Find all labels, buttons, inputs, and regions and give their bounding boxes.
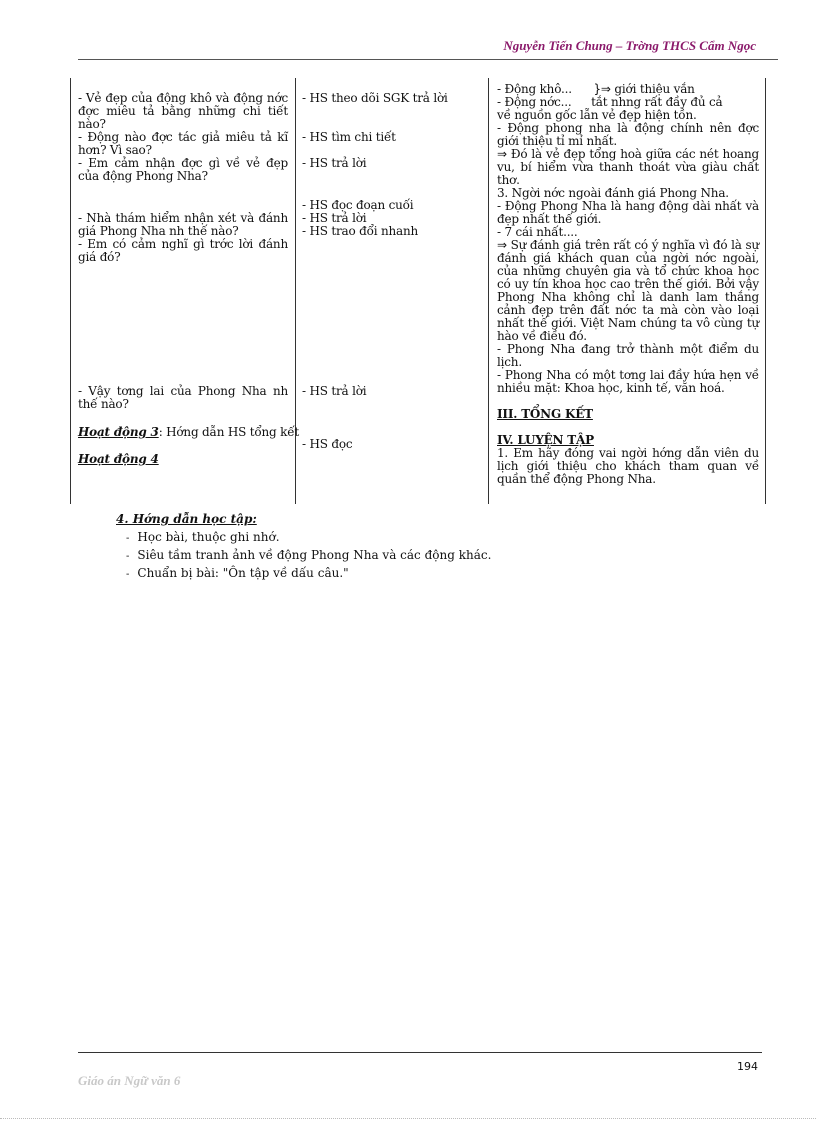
activity-4 xyxy=(78,453,159,466)
note-8: - 7 cái nhất.... xyxy=(497,225,578,239)
student-answer-4b: - HS trả lời xyxy=(302,211,367,225)
student-answer-4 xyxy=(302,199,418,238)
study-guide-list xyxy=(126,529,491,583)
student-answer-4c: - HS trao đổi nhanh xyxy=(302,224,419,238)
activity-3-text: : Hớng dẫn HS tổng kết xyxy=(158,425,300,439)
arrow-icon: ⇒ xyxy=(497,238,507,252)
student-answer-3: - HS trả lời xyxy=(302,156,367,170)
note-12: 1. Em hãy đóng vai ngời hớng dẫn viên du lịch giới thiệu cho khách tham quan về quần thể động Phong Nha. xyxy=(497,446,759,486)
section-practice-heading: IV. LUYỆN TẬP xyxy=(497,433,594,447)
footer-rule xyxy=(78,1052,762,1053)
bracket-arrow-icon: }⇒ xyxy=(593,82,611,96)
table-divider-1 xyxy=(295,78,296,504)
student-answer-5: - HS trả lời xyxy=(302,384,367,398)
study-guide-title: 4. Hớng dẫn học tập: xyxy=(116,512,257,526)
question-3: - Em cảm nhận đợc gì về vẻ đẹp của động Phong Nha? xyxy=(78,156,288,183)
note-1: - Động khô... }⇒ giới thiệu vắn xyxy=(497,82,695,96)
note-5: ⇒ Đó là vẻ đẹp tổng hoà giữa các nét hoang vu, bí hiểm vừa thanh thoát vừa giàu chất thơ. xyxy=(497,147,759,187)
arrow-icon: ⇒ xyxy=(497,147,507,161)
content-column xyxy=(497,83,759,486)
question-5: - Em có cảm nghĩ gì trớc lời đánh giá đó? xyxy=(78,237,288,264)
list-item: - Siêu tầm tranh ảnh về động Phong Nha và các động khác. xyxy=(126,547,491,565)
page-number: 194 xyxy=(737,1060,758,1073)
teacher-column-3 xyxy=(78,385,288,411)
student-answer-2: - HS tìm chi tiết xyxy=(302,130,396,144)
note-4: - Động phong nha là động chính nên đợc giới thiệu tỉ mỉ nhất. xyxy=(497,121,759,148)
activity-3 xyxy=(78,426,308,439)
teacher-column xyxy=(78,92,288,183)
note-2: - Động nớc... tắt nhng rất đầy đủ cả xyxy=(497,95,723,109)
header-rule xyxy=(78,59,778,60)
note-11: - Phong Nha có một tơng lai đầy hứa hẹn về nhiều mặt: Khoa học, kinh tế, văn hoá. xyxy=(497,368,759,395)
note-3: về nguồn gốc lẫn vẻ đẹp hiện tồn. xyxy=(497,108,697,122)
table-divider-2 xyxy=(488,78,489,504)
table-border-left xyxy=(70,78,71,504)
note-9: ⇒ Sự đánh giá trên rất có ý nghĩa vì đó là sự đánh giá khách quan của ngời nớc ngoài, của những chuyên gia và tổ chức khoa học có uy tín khoa học cao trên thế giới. Bởi vậy Phong Nha không chỉ là danh lam thắng cảnh đẹp trên đất nớc ta mà còn vào loại nhất thế giới. Việt Nam chúng ta vô cùng tự hào về điều đó. xyxy=(497,238,759,343)
teacher-column-2 xyxy=(78,212,288,264)
list-item: - Chuẩn bị bài: "Ôn tập về dấu câu." xyxy=(126,565,491,583)
activity-3-label: Hoạt động 3 xyxy=(78,425,159,439)
student-answer-6: - HS đọc xyxy=(302,437,353,451)
header-title: Nguyễn Tiến Chung – Trờng THCS Cẩm Ngọc xyxy=(503,38,756,53)
student-answer-4a: - HS đọc đoạn cuối xyxy=(302,198,414,212)
student-answer-1: - HS theo dõi SGK trả lời xyxy=(302,91,448,105)
table-border-right xyxy=(765,78,766,504)
activity-4-label: Hoạt động 4 xyxy=(78,452,159,466)
page-edge xyxy=(0,1118,816,1119)
note-7: - Động Phong Nha là hang động dài nhất và đẹp nhất thế giới. xyxy=(497,199,759,226)
list-item: - Học bài, thuộc ghi nhớ. xyxy=(126,529,491,547)
footer-text: Giáo án Ngữ văn 6 xyxy=(78,1073,181,1088)
question-1: - Vẻ đẹp của động khô và động nớc đợc miêu tả bằng những chi tiết nào? xyxy=(78,91,288,131)
question-4: - Nhà thám hiểm nhận xét và đánh giá Phong Nha nh thế nào? xyxy=(78,211,288,238)
note-6: 3. Ngời nớc ngoài đánh giá Phong Nha. xyxy=(497,186,729,200)
question-6: - Vậy tơng lai của Phong Nha nh thế nào? xyxy=(78,384,288,411)
note-10: - Phong Nha đang trở thành một điểm du lịch. xyxy=(497,342,759,369)
question-2: - Động nào đợc tác giả miêu tả kĩ hơn? Vì sao? xyxy=(78,130,288,157)
section-summary-heading: III. TỔNG KẾT xyxy=(497,407,593,421)
